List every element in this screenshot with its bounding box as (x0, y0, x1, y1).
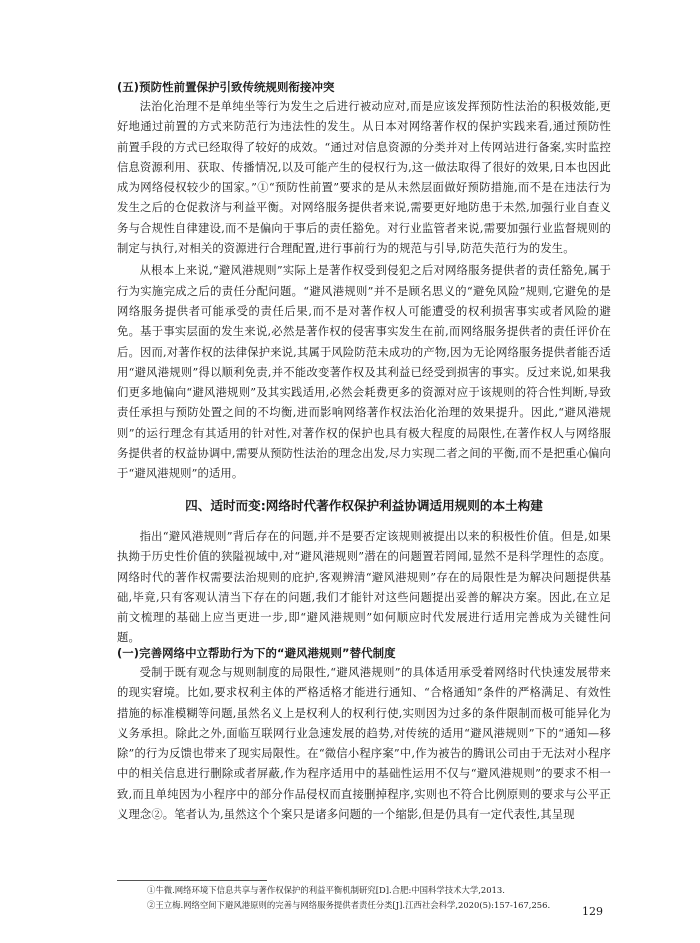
chapter-4-paragraph-1: 指出“避风港规则”背后存在的问题,并不是要否定该规则被提出以来的积极性价值。但是,如果执拗于历史性价值的狭隘视域中,对“避风港规则”潜在的问题置若罔闻,显然不是科学理性的态度。网络时代的著作权需要法治规则的庇护,客观辨清“避风港规则”存在的局限性是为解决问题提供基础,毕竟,只有客观认清当下存在的问题,我们才能针对这些问题提出妥善的解决方案。因此,在立足前文梳理的基础上应当更进一步,即“避风港规则”如何顺应时代发展进行适用完善成为关键性问题。 (117, 530, 611, 645)
page-number: 129 (582, 905, 603, 918)
chapter-4-heading: 四、适时而变:网络时代著作权保护利益协调适用规则的本土构建 (185, 498, 543, 513)
section-1-block (117, 643, 611, 825)
section-5-paragraph-1: 法治化治理不是单纯坐等行为发生之后进行被动应对,而是应该发挥预防性法治的积极效能,更好地通过前置的方式来防范行为违法性的发生。从日本对网络著作权的保护实践来看,通过预防性前置手段的方式已经取得了较好的成效。“通过对信息资源的分类并对上传网站进行备案,实时监控信息资源利用、获取、传播情况,以及可能产生的侵权行为,这一做法取得了很好的效果,日本也因此成为网络侵权较少的国家。”①“预防性前置”要求的是从未然层面做好预防措施,而不是在违法行为发生之后的仓促救济与利益平衡。对网络服务提供者来说,需要更好地防患于未然,加强行业自查义务与合规性自律建设,而不是偏向于事后的责任豁免。对行业监管者来说,需要加强行业监督规则的制定与执行,对相关的资源进行合理配置,进行事前行为的规范与引导,防范失范行为的发生。 (117, 100, 611, 256)
chapter-4-block (117, 495, 611, 649)
section-1-paragraph-1: 受制于既有观念与规则制度的局限性,“避风港规则”的具体适用承受着网络时代快速发展带来的现实窘境。比如,要求权利主体的严格适格才能进行通知、“合格通知”条件的严格满足、有效性措施的标准模糊等问题,虽然名义上是权利人的权利行使,实则因为过多的条件限制而极可能异化为义务承担。除此之外,面临互联网行业急速发展的趋势,对传统的适用“避风港规则”下的“通知—移除”的行为反馈也带来了现实局限性。在“微信小程序案”中,作为被告的腾讯公司由于无法对小程序中的相关信息进行删除或者屏蔽,作为程序适用中的基础性运用不仅与“避风港规则”的要求不相一致,而且单纯因为小程序中的部分作品侵权而直接删掉程序,实则也不符合比例原则的要求与公平正义理念②。笔者认为,虽然这个个案只是诸多问题的一个缩影,但是仍具有一定代表性,其呈现 (117, 666, 611, 822)
footnote-1: ①牛微.网络环境下信息共享与著作权保护的利益平衡机制研究[D].合肥:中国科学技术大学,2013. (147, 885, 505, 895)
footnote-2: ②王立梅.网络空间下避风港原则的完善与网络服务提供者责任分类[J].江西社会科学,2020(5):157-167,256. (147, 900, 551, 910)
section-5-block (117, 77, 611, 485)
section-1-heading: (一)完善网络中立帮助行为下的“避风港规则”替代制度 (117, 646, 396, 660)
section-5-paragraph-2: 从根本上来说,“避风港规则”实际上是著作权受到侵犯之后对网络服务提供者的责任豁免,属于行为实施完成之后的责任分配问题。“避风港规则”并不是顾名思义的“避免风险”规则,它避免的是网络服务提供者可能承受的责任后果,而不是对著作权人可能遭受的权利损害事实或者风险的避免。基于事实层面的发生来说,必然是著作权的侵害事实发生在前,而网络服务提供者的责任评价在后。因而,对著作权的法律保护来说,其属于风险防范未成功的产物,因为无论网络服务提供者能否适用“避风港规则”得以顺利免责,并不能改变著作权及其利益已经受到损害的事实。反过来说,如果我们更多地偏向“避风港规则”及其实践适用,必然会耗费更多的资源对应于该规则的符合性判断,导致责任承担与预防处置之间的不均衡,进而影响网络著作权法治化治理的效果提升。因此,“避风港规则”的运行理念有其适用的针对性,对著作权的保护也具有极大程度的局限性,在著作权人与网络服务提供者的权益协调中,需要从预防性法治的理念出发,尽力实现二者之间的平衡,而不是把重心偏向于“避风港规则”的适用。 (117, 264, 611, 481)
section-5-heading: (五)预防性前置保护引致传统规则衔接冲突 (117, 80, 335, 94)
footnote-divider (117, 880, 267, 881)
